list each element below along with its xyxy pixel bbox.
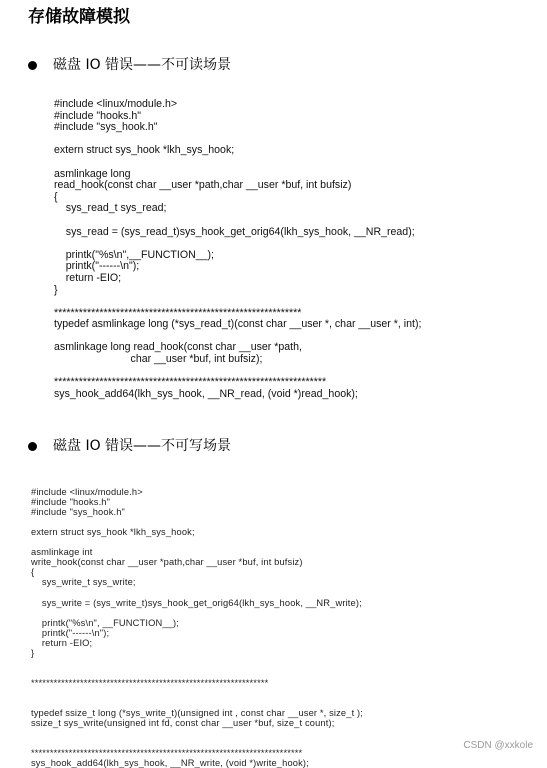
code-line: sys_write_t sys_write; (31, 577, 136, 588)
bullet-icon (28, 442, 37, 451)
code-line: sys_read = (sys_read_t)sys_hook_get_orig64(lkh_sys_hook, __NR_read); (54, 225, 415, 238)
code-line: #include <linux/module.h> (31, 487, 143, 497)
code-line: #include <linux/module.h> (54, 98, 178, 110)
code-line: sys_hook_add64(lkh_sys_hook, __NR_read, (void *)read_hook); (54, 387, 358, 400)
section-heading-text: 磁盘 IO 错误——不可读场景 (53, 57, 232, 73)
code-line: asmlinkage long (54, 167, 131, 180)
code-line: typedef asmlinkage long (*sys_read_t)(const char __user *, char __user *, int); (54, 318, 422, 331)
page-title: 存储故障模拟 (28, 7, 130, 27)
code-line: { (31, 567, 35, 578)
code-line: sys_write = (sys_write_t)sys_hook_get_orig64(lkh_sys_hook, __NR_write); (31, 597, 362, 608)
code-line (31, 658, 363, 668)
code-line (31, 688, 363, 698)
code-line: extern struct sys_hook *lkh_sys_hook; (54, 144, 235, 157)
code-block-write (31, 487, 363, 768)
code-line: ****************************************************************** (54, 376, 327, 389)
code-line: ssize_t sys_write(unsigned int fd, const char __user *buf, size_t count); (31, 718, 335, 729)
code-line: sys_read_t sys_read; (54, 202, 167, 215)
code-line: printk("------\n"); (31, 627, 110, 638)
code-line: #include "sys_hook.h" (31, 507, 125, 518)
code-line (31, 738, 363, 748)
code-line: printk("------\n"); (54, 260, 140, 273)
code-line (31, 668, 363, 678)
code-line: #include "sys_hook.h" (54, 121, 158, 134)
section-heading-write (28, 436, 231, 456)
code-line: printk("%s\n", __FUNCTION__); (31, 617, 179, 628)
code-line: } (31, 647, 35, 658)
watermark: CSDN @xxkole (463, 740, 533, 751)
code-line (31, 698, 363, 708)
code-line: ************************************************************************ (31, 748, 303, 759)
bullet-icon (28, 61, 37, 70)
code-line: asmlinkage long read_hook(const char __user *path, (54, 341, 302, 354)
code-line: char __user *buf, int bufsiz); (54, 353, 263, 366)
code-line: printk("%s\n",__FUNCTION__); (54, 248, 214, 261)
code-line (54, 296, 421, 308)
code-block-read (54, 99, 421, 400)
code-line (54, 215, 421, 227)
code-line: return -EIO; (31, 637, 93, 648)
code-line: } (54, 283, 58, 296)
code-line: return -EIO; (54, 271, 122, 284)
code-line (31, 608, 363, 618)
code-line: #include "hooks.h" (54, 109, 142, 122)
code-line (54, 238, 421, 250)
code-line: write_hook(const char __user *path,char __user *buf, int bufsiz) (31, 557, 303, 568)
code-line (31, 517, 363, 527)
code-line (31, 587, 363, 597)
code-line: #include "hooks.h" (31, 497, 111, 508)
section-heading-text: 磁盘 IO 错误——不可写场景 (53, 438, 232, 454)
code-line (31, 728, 363, 738)
code-line: typedef ssize_t long (*sys_write_t)(unsigned int , const char __user *, size_t ); (31, 708, 364, 719)
code-line (31, 537, 363, 547)
code-line: ************************************************************ (54, 306, 302, 319)
section-heading-read (28, 55, 231, 75)
code-line: { (54, 190, 58, 203)
code-line: sys_hook_add64(lkh_sys_hook, __NR_write, (void *)write_hook); (31, 758, 309, 768)
code-line: asmlinkage int (31, 547, 93, 558)
code-line: *************************************************************** (31, 677, 269, 688)
code-line: read_hook(const char __user *path,char __user *buf, int bufsiz) (54, 179, 352, 192)
code-line (54, 157, 421, 169)
code-line: extern struct sys_hook *lkh_sys_hook; (31, 527, 195, 538)
